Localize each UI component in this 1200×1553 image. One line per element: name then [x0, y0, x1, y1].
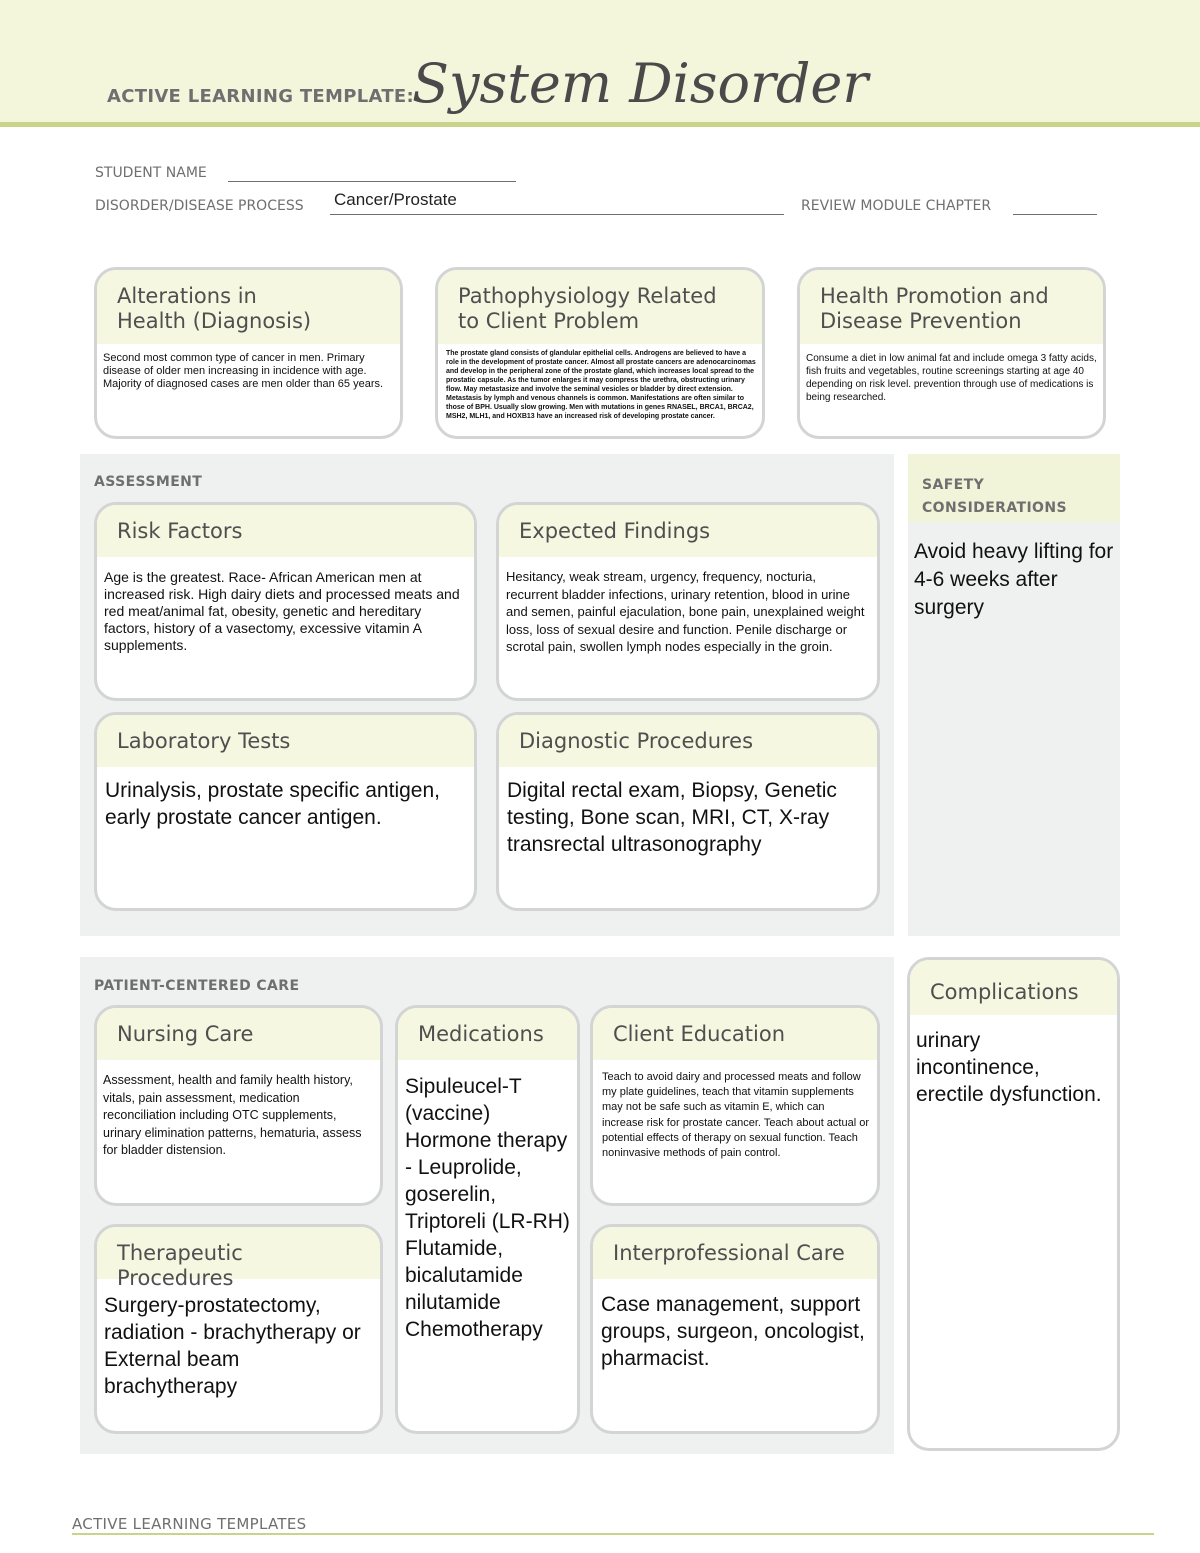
health-promotion-card-header — [800, 270, 1103, 344]
pathophysiology-body: The prostate gland consists of glandular epithelial cells. Androgens are believed to have a role in the development of prostate cancer. Almost all prostate cancers are adenocarcinomas and develop in the peripheral zone of the prostate gland, which increases local spread to the prostatic capsule. As the tumor enlarges it may compress the urethra, obstructing urinary flow. May metastasize and involve the seminal vesicles or bladder by direct extension. Metastasis by lymph and venous channels is common. Manifestations are often similar to those of BPH. Usually slow growing. Men with mutations in genes RNASEL, BRCA1, BRCA2, MSH2, MLH1, and HOXB13 have an increased risk of developing prostate cancer. — [446, 350, 756, 420]
safety-section — [908, 454, 1120, 936]
pathophysiology-card-header — [438, 270, 762, 344]
alterations-body: Second most common type of cancer in men. Primary disease of older men increasing in incidence with age. Majority of diagnosed cases are men older than 65 years. — [103, 352, 384, 390]
safety-title — [922, 474, 1067, 520]
pathophysiology-card — [435, 267, 765, 439]
patient-centered-care-title: PATIENT-CENTERED CARE — [94, 978, 300, 994]
laboratory-tests-card — [94, 712, 477, 911]
medications-body: Sipuleucel-T (vaccine) Hormone therapy - Leuprolide, goserelin, Triptoreli (LR-RH) Flutamide, bicalutamide nilutamide Chemotherapy — [405, 1075, 570, 1341]
medications-card — [395, 1005, 580, 1434]
safety-title-line1: SAFETY — [922, 477, 985, 493]
complications-card — [907, 957, 1120, 1451]
header-divider — [0, 122, 1200, 127]
student-name-label: STUDENT NAME — [95, 165, 207, 181]
student-name-field[interactable] — [228, 181, 516, 182]
therapeutic-procedures-body: Surgery-prostatectomy, radiation - brachytherapy or External beam brachytherapy — [104, 1294, 361, 1398]
client-education-card — [590, 1005, 880, 1206]
disorder-label: DISORDER/DISEASE PROCESS — [95, 198, 304, 214]
footer-divider — [72, 1533, 1154, 1535]
alterations-card-header — [97, 270, 400, 344]
health-promotion-body: Consume a diet in low animal fat and include omega 3 fatty acids, fish fruits and vegetables, routine screenings starting at age 40 depending on risk level. prevention through use of medications is being researched. — [806, 353, 1097, 403]
diagnostic-procedures-header: Diagnostic Procedures — [499, 715, 877, 767]
client-education-body: Teach to avoid dairy and processed meats and follow my plate guidelines, teach that vitamin supplements may not be safe such as vitamin E, which can increase risk for prostate cancer. Teach about actual or potential effects of therapy on sexual function. Teach noninvasive methods of pain control. — [602, 1071, 869, 1160]
diagnostic-procedures-card — [496, 712, 880, 911]
assessment-title: ASSESSMENT — [94, 474, 203, 490]
expected-findings-header: Expected Findings — [499, 505, 877, 557]
expected-findings-body: Hesitancy, weak stream, urgency, frequency, nocturia, recurrent bladder infections, urinary retention, blood in urine and semen, painful ejaculation, bone pain, unexplained weight loss, loss of sexual desire and function. Penile discharge or scrotal pain, swollen lymph nodes especially in the groin. — [506, 569, 865, 654]
risk-factors-body: Age is the greatest. Race- African American men at increased risk. High dairy diets and processed meats and red meat/animal fat, obesity, genetic and hereditary factors, history of a vasectomy, excessive vitamin A supplements. — [104, 569, 460, 653]
disorder-value: Cancer/Prostate — [334, 190, 457, 209]
laboratory-tests-header: Laboratory Tests — [97, 715, 474, 767]
nursing-care-body: Assessment, health and family health history, vitals, pain assessment, medication reconciliation including OTC supplements, urinary elimination patterns, hematuria, assess for bladder distension. — [103, 1073, 362, 1157]
review-chapter-label: REVIEW MODULE CHAPTER — [801, 198, 992, 214]
safety-title-line2: CONSIDERATIONS — [922, 500, 1067, 516]
footer-label: ACTIVE LEARNING TEMPLATES — [72, 1515, 307, 1533]
alterations-title-line1: Alterations in — [117, 284, 257, 308]
safety-body: Avoid heavy lifting for 4-6 weeks after surgery — [914, 540, 1114, 619]
therapeutic-procedures-card — [94, 1224, 383, 1434]
laboratory-tests-body: Urinalysis, prostate specific antigen, early prostate cancer antigen. — [105, 779, 440, 829]
diagnostic-procedures-body: Digital rectal exam, Biopsy, Genetic testing, Bone scan, MRI, CT, X-ray transrectal ultrasonography — [507, 779, 837, 856]
therapeutic-procedures-header: Therapeutic Procedures — [97, 1227, 380, 1279]
health-promotion-title-line1: Health Promotion and — [820, 284, 1049, 308]
health-promotion-card — [797, 267, 1106, 439]
complications-header: Complications — [910, 960, 1117, 1015]
risk-factors-card — [94, 502, 477, 701]
risk-factors-header: Risk Factors — [97, 505, 474, 557]
review-chapter-field[interactable] — [1013, 214, 1097, 215]
health-promotion-title-line2: Disease Prevention — [820, 309, 1022, 333]
client-education-header: Client Education — [593, 1008, 877, 1060]
alterations-title-line2: Health (Diagnosis) — [117, 309, 312, 333]
template-label: ACTIVE LEARNING TEMPLATE: — [107, 86, 414, 107]
interprofessional-care-header: Interprofessional Care — [593, 1227, 877, 1279]
pathophysiology-title-line1: Pathophysiology Related — [458, 284, 717, 308]
medications-header: Medications — [398, 1008, 577, 1060]
pathophysiology-title-line2: to Client Problem — [458, 309, 640, 333]
interprofessional-care-card — [590, 1224, 880, 1434]
interprofessional-care-body: Case management, support groups, surgeon, oncologist, pharmacist. — [601, 1293, 865, 1370]
page-title: System Disorder — [412, 52, 869, 115]
disorder-field[interactable] — [330, 214, 784, 215]
complications-body: urinary incontinence, erectile dysfunction. — [916, 1029, 1102, 1106]
alterations-card — [94, 267, 403, 439]
expected-findings-card — [496, 502, 880, 701]
nursing-care-card — [94, 1005, 383, 1206]
nursing-care-header: Nursing Care — [97, 1008, 380, 1060]
